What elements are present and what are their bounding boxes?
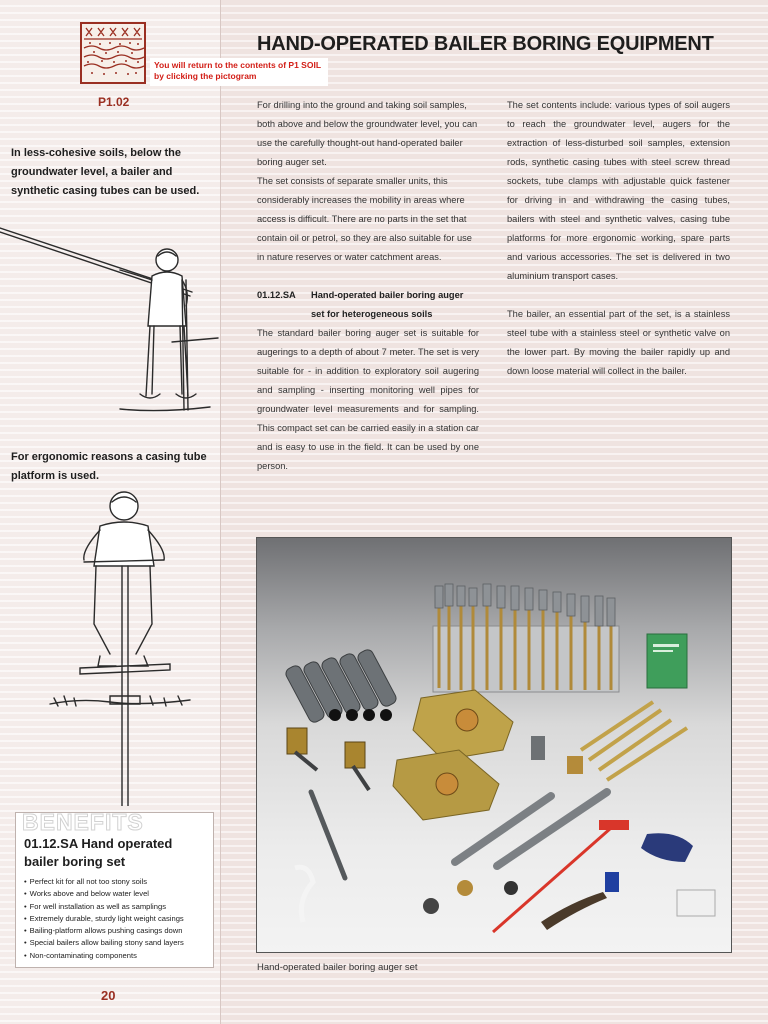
- bailer-paragraph: The bailer, an essential part of the set, is a stainless steel tube with a stainless steel or synthetic valve on the lower part. By moving the bailer rapidly up and down loose material will collect in the bailer.: [507, 309, 730, 376]
- section-code: P1.02: [98, 95, 130, 109]
- benefits-list: [24, 876, 184, 962]
- intro-paragraph: For drilling into the ground and taking soil samples, both above and below the groundwater level, you can use the carefully thought-out hand-operated bailer boring auger set.: [257, 100, 478, 167]
- benefit-item: • Bailing-platform allows pushing casings down: [24, 925, 184, 937]
- benefit-item: • Non-contaminating components: [24, 950, 184, 962]
- benefit-item: • Works above and below water level: [24, 888, 184, 900]
- contents-column: [507, 96, 730, 381]
- set-mobility-paragraph: The set consists of separate smaller units, this considerably increases the mobility in areas where access is difficult. There are no parts in the set that contain oil or petrol, so they are also suitable for use in nature reserves or water catchment areas.: [257, 176, 472, 262]
- soil-pictogram-icon[interactable]: [80, 22, 146, 84]
- photo-caption: Hand-operated bailer boring auger set: [257, 962, 418, 973]
- benefit-item: • Perfect kit for all not too stony soils: [24, 876, 184, 888]
- set-subheading-title: Hand-operated bailer boring auger set for heterogeneous soils: [311, 290, 464, 319]
- benefits-box: [15, 812, 214, 968]
- set-subheading: [257, 286, 479, 324]
- casing-platform-illustration: [40, 486, 210, 806]
- sidebar-note-bailer: In less-cohesive soils, below the groundwater level, a bailer and synthetic casing tubes can be used.: [11, 147, 200, 197]
- benefit-item: • Special bailers allow bailing stony sand layers: [24, 937, 184, 949]
- benefit-item: • Extremely durable, sturdy light weight casings: [24, 913, 184, 925]
- standard-set-paragraph: The standard bailer boring auger set is suitable for augerings to a depth of about 7 meter. The set is very suitable for - in addition to exploratory soil augering and sampling - inserting monitoring well pipes for groundwater level measurements and for sampling. This compact set can be carried easily in a station car and is easy to use in the field. It can be used by one person.: [257, 328, 479, 471]
- return-to-contents-link[interactable]: You will return to the contents of P1 SOIL by clicking the pictogram: [150, 58, 328, 86]
- benefits-watermark: BENEFITS: [22, 812, 144, 835]
- product-photo: [256, 537, 732, 953]
- set-code: 01.12.SA: [257, 290, 296, 300]
- page-title: HAND-OPERATED BAILER BORING EQUIPMENT: [257, 33, 714, 55]
- page-number: 20: [101, 988, 116, 1003]
- benefit-item: • For well installation as well as samplings: [24, 901, 184, 913]
- sidebar-note-platform: For ergonomic reasons a casing tube platform is used.: [11, 451, 207, 482]
- bailer-operator-illustration: [0, 218, 222, 418]
- intro-column: [257, 96, 479, 476]
- set-contents-paragraph: The set contents include: various types of soil augers to reach the groundwater level, augers for the extraction of less-disturbed soil samples, extension rods, synthetic casing tubes with steel screw thread sockets, tube clamps with adjustable quick fastener for driving in and withdrawing the casing tubes, bailers with steel and synthetic valves, casing tube platforms for more ergonomic working, spare parts and various accessories. The set is delivered in two aluminium transport cases.: [507, 100, 730, 281]
- benefits-title: 01.12.SA Hand operated bailer boring set: [24, 836, 173, 869]
